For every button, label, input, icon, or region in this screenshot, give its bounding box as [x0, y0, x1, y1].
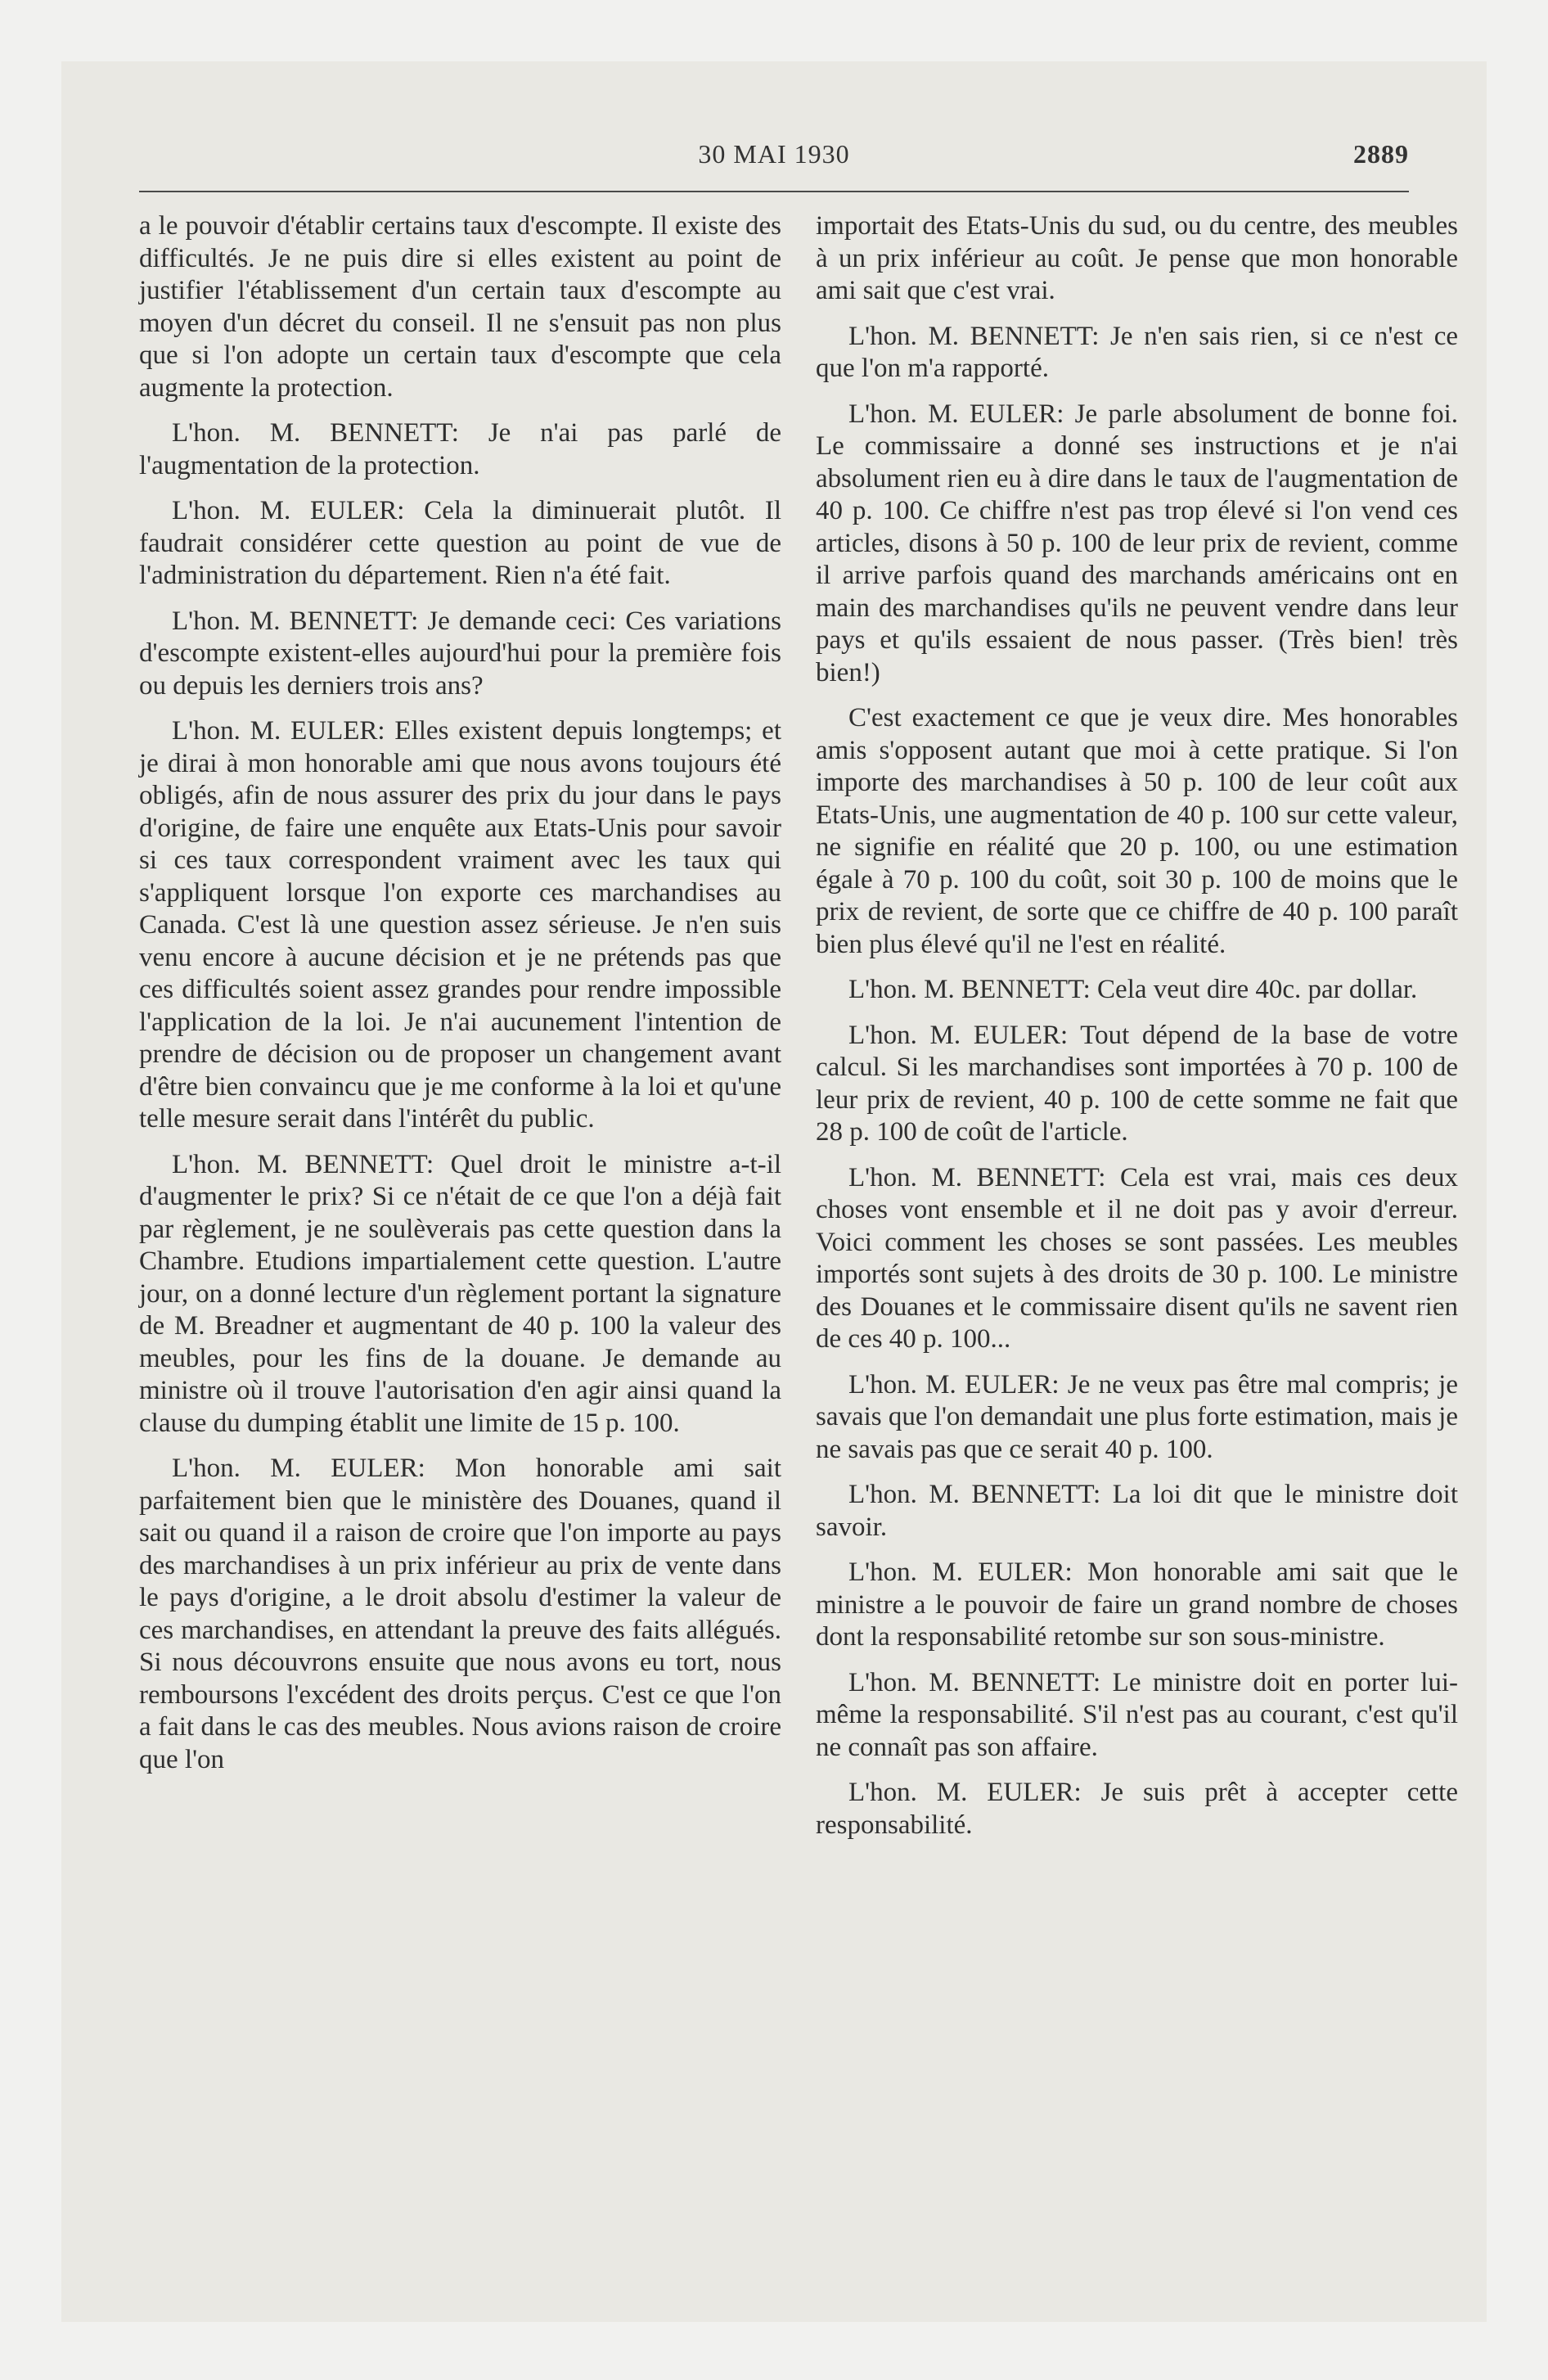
speaker-name: L'hon. M. BENNETT: — [172, 606, 419, 636]
header-rule — [139, 191, 1409, 192]
right-column — [816, 210, 1458, 1855]
speaker-name: L'hon. M. BENNETT: — [848, 1667, 1101, 1697]
speaker-name: L'hon. M. EULER: — [848, 1369, 1060, 1400]
speaker-name: L'hon. M. EULER: — [848, 1778, 1082, 1807]
paragraph: a le pouvoir d'établir certains taux d'escompte. Il existe des difficultés. Je ne puis dire si elles existent au point de justifier l'établissement d'un certain taux d'escompte au moyen d'un décret du conseil. Il ne s'ensuit pas non plus que si l'on adopte un certain taux d'escompte que cela augmente la protection. — [139, 211, 781, 403]
paragraph: L'hon. M. BENNETT: Quel droit le ministre a-t-il d'augmenter le prix? Si ce n'était de ce que l'on a déjà fait par règlement, je ne soulèverais pas cette question dans la Chambre. Etudions impartialement cette question. L'autre jour, on a donné lecture d'un règlement portant la signature de M. Breadner et augmentant de 40 p. 100 la valeur des meubles, pour les fins de la douane. Je demande au ministre où il trouve l'autorisation d'en agir ainsi quand la clause du dumping établit une limite de 15 p. 100. — [139, 1149, 782, 1438]
speaker-name: L'hon. M. EULER: — [848, 1020, 1069, 1050]
paragraph: L'hon. M. EULER: Je parle absolument de bonne foi. Le commissaire a donné ses instructions et je n'ai absolument rien eu à dire dans le taux de l'augmentation de 40 p. 100. Ce chiffre n'est pas trop élevé si l'on vend ces articles, disons à 50 p. 100 de leur prix de revient, comme il arrive parfois quand des marchands américains ont en main des marchandises qu'ils ne peuvent vendre dans leur pays et qu'ils essaient de nous passer. (Très bien! très bien!) — [816, 399, 1458, 687]
left-column — [139, 210, 781, 1789]
speaker-name: L'hon. M. EULER: — [172, 1454, 425, 1483]
page-date: 30 MAI 1930 — [698, 139, 850, 169]
speaker-name: L'hon. M. BENNETT: — [848, 975, 1091, 1004]
paragraph: L'hon. M. EULER: Je ne veux pas être mal compris; je savais que l'on demandait une plus forte estimation, mais je ne savais pas que ce serait 40 p. 100. — [816, 1369, 1458, 1464]
page-header — [139, 139, 1409, 188]
paragraph: L'hon. M. EULER: Cela la diminuerait plutôt. Il faudrait considérer cette question au point de vue de l'administration du département. Rien n'a été fait. — [139, 496, 782, 590]
speaker-name: L'hon. M. EULER: — [172, 496, 405, 525]
paragraph: L'hon. M. BENNETT: Le ministre doit en porter lui-même la responsabilité. S'il n'est pas au courant, c'est qu'il ne connaît pas son affaire. — [816, 1667, 1459, 1762]
paragraph: C'est exactement ce que je veux dire. Mes honorables amis s'opposent autant que moi à cette pratique. Si l'on importe des marchandises à 50 p. 100 de leur coût aux Etats-Unis, une augmentation de 40 p. 100 sur cette valeur, ne signifie en réalité que 20 p. 100, ou une estimation égale à 70 p. 100 du coût, soit 30 p. 100 de moins que le prix de revient, de sorte que ce chiffre de 40 p. 100 paraît bien plus élevé qu'il ne l'est en réalité. — [816, 703, 1458, 959]
speaker-name: L'hon. M. EULER: — [848, 399, 1064, 429]
speaker-name: L'hon. M. BENNETT: — [848, 1480, 1101, 1509]
paragraph: L'hon. M. BENNETT: Je demande ceci: Ces variations d'escompte existent-elles aujourd'hui pour la première fois ou depuis les derniers trois ans? — [139, 606, 781, 701]
paragraph: L'hon. M. EULER: Mon honorable ami sait que le ministre a le pouvoir de faire un grand nombre de choses dont la responsabilité retombe sur son sous-ministre. — [816, 1557, 1458, 1652]
speaker-name: L'hon. M. EULER: — [848, 1557, 1073, 1587]
paragraph: L'hon. M. EULER: Elles existent depuis longtemps; et je dirai à mon honorable ami que nous avons toujours été obligés, afin de nous assurer des prix du jour dans le pays d'origine, de faire une enquête aux Etats-Unis pour savoir si ces taux correspondent vraiment avec les taux qui s'appliquent lorsque l'on exporte ces marchandises au Canada. C'est là une question assez sérieuse. Je n'en suis venu encore à aucune décision et je ne prétends pas que ces difficultés soient assez grandes pour rendre impossible l'application de la loi. Je n'ai aucunement l'intention de prendre de décision ou de proposer un changement avant d'être bien convaincu que je me conforme à la loi et qu'une telle mesure serait dans l'intérêt du public. — [139, 716, 781, 1134]
paragraph: L'hon. M. BENNETT: Je n'ai pas parlé de l'augmentation de la protection. — [139, 418, 782, 480]
paragraph: L'hon. M. EULER: Mon honorable ami sait parfaitement bien que le ministère des Douanes, quand il sait ou quand il a raison de croire que l'on importe au pays des marchandises à un prix inférieur au prix de vente dans le pays d'origine, a le droit absolu d'estimer la valeur de ces marchandises, en attendant la preuve des faits allégués. Si nous découvrons ensuite que nous avons eu tort, nous remboursons l'excédent des droits perçus. C'est ce que l'on a fait dans le cas des meubles. Nous avions raison de croire que l'on — [139, 1454, 782, 1774]
speaker-name: L'hon. M. BENNETT: — [172, 418, 459, 448]
speaker-name: L'hon. M. BENNETT: — [172, 1149, 434, 1179]
paragraph: L'hon. M. EULER: Je suis prêt à accepter cette responsabilité. — [816, 1778, 1458, 1840]
speaker-name: L'hon. M. BENNETT: — [848, 321, 1100, 351]
paragraph: L'hon. M. BENNETT: Cela veut dire 40c. par dollar. — [848, 975, 1418, 1004]
paragraph: L'hon. M. BENNETT: Cela est vrai, mais ces deux choses vont ensemble et il ne doit pas y avoir d'erreur. Voici comment les choses se sont passées. Les meubles importés sont sujets à des droits de 30 p. 100. Le ministre des Douanes et le commissaire disent qu'ils ne savent rien de ces 40 p. 100... — [816, 1162, 1459, 1354]
document-page — [61, 61, 1487, 2322]
paragraph: L'hon. M. BENNETT: La loi dit que le ministre doit savoir. — [816, 1480, 1459, 1542]
paragraph: L'hon. M. BENNETT: Je n'en sais rien, si ce n'est ce que l'on m'a rapporté. — [816, 321, 1458, 383]
paragraph: importait des Etats-Unis du sud, ou du centre, des meubles à un prix inférieur au coût. Je pense que mon honorable ami sait que c'est vrai. — [816, 211, 1458, 305]
speaker-name: L'hon. M. BENNETT: — [848, 1162, 1106, 1192]
page-number: 2889 — [1353, 139, 1409, 169]
speaker-name: L'hon. M. EULER: — [172, 716, 385, 746]
paragraph: L'hon. M. EULER: Tout dépend de la base de votre calcul. Si les marchandises sont importées à 70 p. 100 de leur prix de revient, 40 p. 100 de cette somme ne fait que 28 p. 100 de coût de l'article. — [816, 1020, 1458, 1147]
